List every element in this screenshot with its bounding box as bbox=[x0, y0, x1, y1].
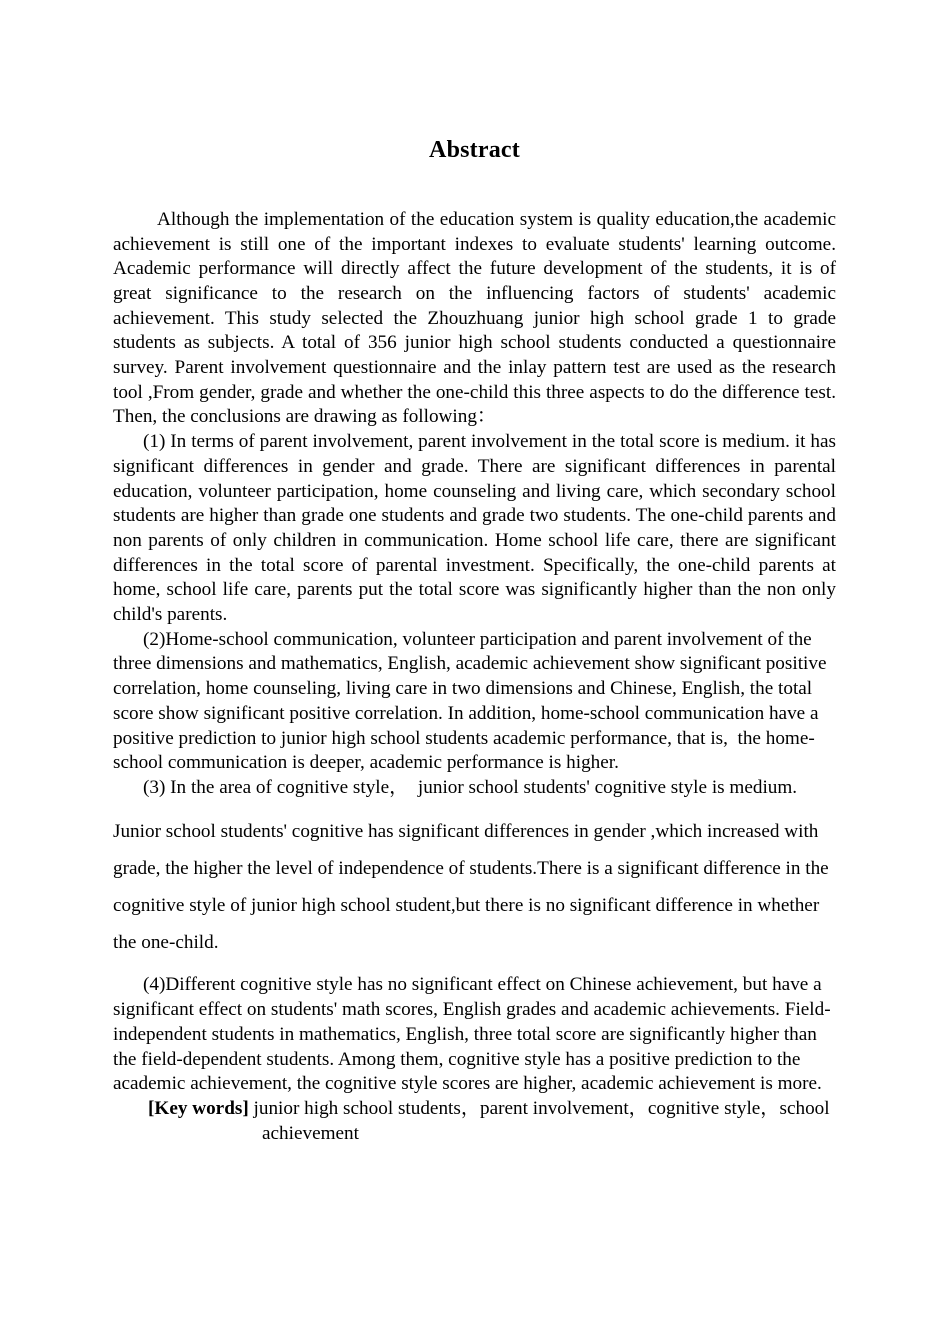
paragraph-intro: Although the implementation of the education system is quality education,the academic achievement is still one of the important indexes to evaluate students' learning outcome. Academic performance will directly affect the future development of the students, it is of great significance to the research on the influencing factors of students' academic achievement. This study selected the Zhouzhuang junior high school grade 1 to grade students as subjects. A total of 356 junior high school students conducted a questionnaire survey. Parent involvement questionnaire and the inlay pattern test are used as the research tool ,From gender, grade and whether the one-child this three aspects to do the difference test. Then, the conclusions are drawing as following： bbox=[113, 208, 841, 428]
keywords-block bbox=[113, 1097, 836, 1146]
page-title: Abstract bbox=[429, 137, 520, 163]
keywords-label: [Key words] bbox=[148, 1098, 249, 1119]
paragraph-finding-4: (4)Different cognitive style has no significant effect on Chinese achievement, but have a significant effect on students' math scores, English grades and academic achievements. Field-independent students in mathematics, English, three total score are significantly higher than the field-dependent students. Among them, cognitive style has a positive prediction to the academic achievement, the cognitive style scores are higher, academic achievement is more. bbox=[113, 974, 831, 1095]
paragraph-finding-1: (1) In terms of parent involvement, parent involvement in the total score is medium. it has significant differences in gender and grade. There are significant differences in parental education, volunteer participation, home counseling and living care, which secondary school students are higher than grade one students and grade two students. The one-child parents and non parents of only children in communication. Home school life care, there are significant differences in the total score of parental investment. Specifically, the one-child parents at home, school life care, parents put the total score was significantly higher than the non only child's parents. bbox=[113, 431, 841, 626]
keywords-list: junior high school students，parent involvement，cognitive style，school bbox=[248, 1098, 830, 1119]
document-body bbox=[113, 0, 841, 1146]
keywords-list-continued: achievement bbox=[262, 1122, 359, 1144]
paragraph-finding-3-detail: Junior school students' cognitive has significant differences in gender ,which increased with grade, the higher the level of independence of students.There is a significant difference in the cognitive style of junior high school student,but there is no significant difference in whether the one-child. bbox=[113, 820, 834, 954]
paragraph-finding-2: (2)Home-school communication, volunteer participation and parent involvement of the three dimensions and mathematics, English, academic achievement show significant positive correlation, home counseling, living care in two dimensions and Chinese, English, the total score show significant positive correlation. In addition, home-school communication have a positive prediction to junior high school students academic performance, that is, the home- school communication is deeper, academic performance is higher. bbox=[113, 628, 832, 774]
paragraph-finding-3: (3) In the area of cognitive style， junior school students' cognitive style is medium. bbox=[143, 776, 798, 798]
